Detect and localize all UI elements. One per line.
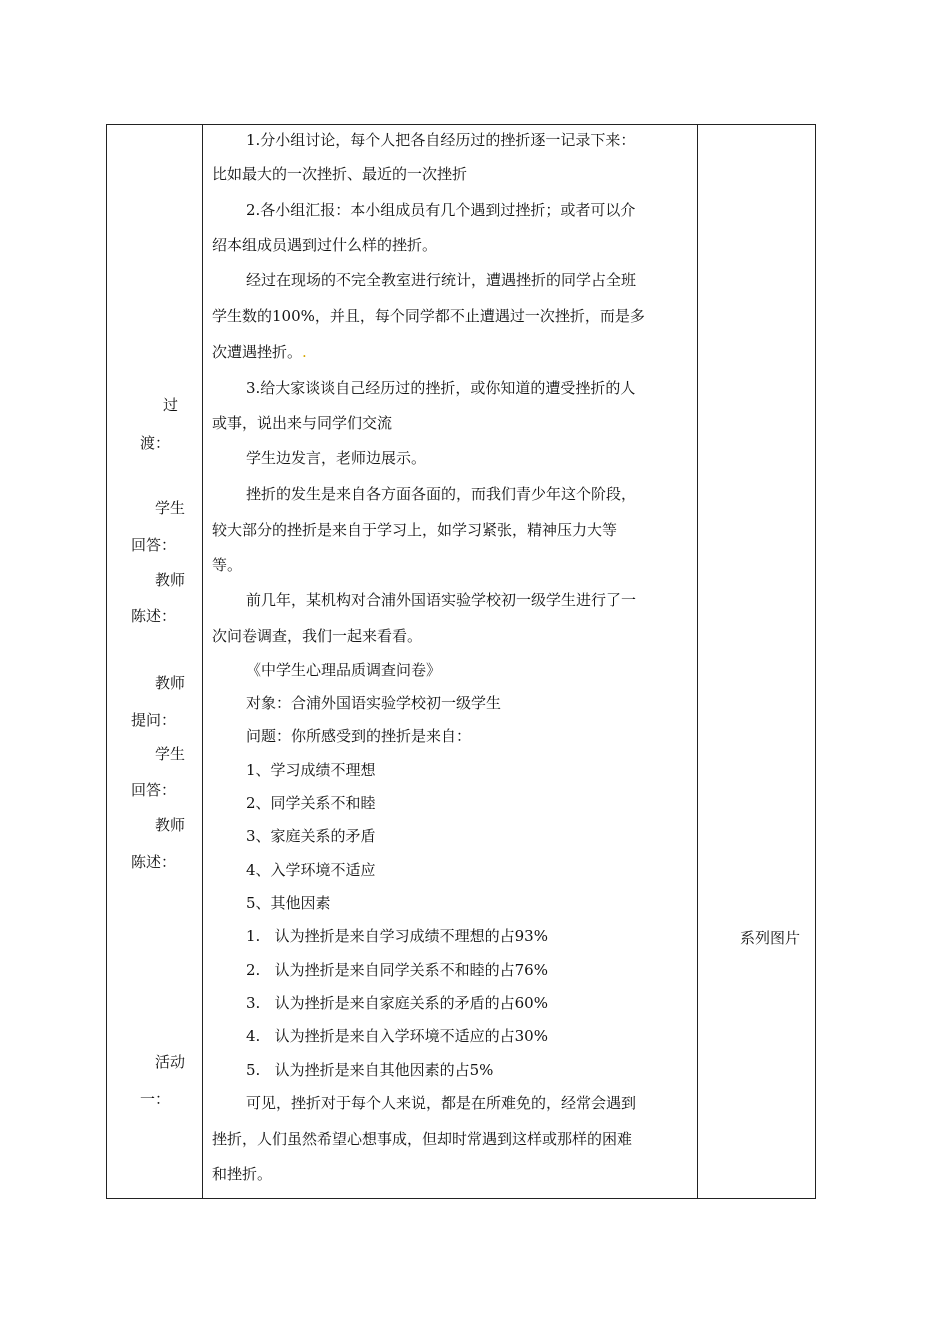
body-line: 4、入学环境不适应 bbox=[246, 861, 376, 879]
resource-label: 系列图片 bbox=[740, 929, 801, 947]
left-label: 活动 bbox=[155, 1053, 186, 1071]
body-line: 5. 认为挫折是来自其他因素的占5% bbox=[246, 1061, 494, 1079]
body-line: 1. 认为挫折是来自学习成绩不理想的占93% bbox=[246, 927, 548, 945]
left-label: 提问： bbox=[131, 711, 177, 729]
body-line: 问题：你所感受到的挫折是来自： bbox=[246, 727, 472, 745]
trailing-mark: . bbox=[302, 343, 307, 361]
left-label: 渡： bbox=[140, 434, 171, 452]
body-line: 比如最大的一次挫折、最近的一次挫折 bbox=[212, 165, 468, 183]
body-line: 《中学生心理品质调查问卷》 bbox=[246, 661, 442, 679]
table-bottom-border bbox=[106, 1198, 816, 1199]
body-line: 绍本组成员遇到过什么样的挫折。 bbox=[212, 236, 438, 254]
body-line: 1、学习成绩不理想 bbox=[246, 761, 376, 779]
body-line: 2.各小组汇报：本小组成员有几个遇到过挫折；或者可以介 bbox=[246, 201, 636, 219]
left-label: 陈述： bbox=[131, 607, 177, 625]
table-top-border bbox=[106, 124, 816, 125]
body-line: 5、其他因素 bbox=[246, 894, 331, 912]
body-line: 对象：合浦外国语实验学校初一级学生 bbox=[246, 694, 502, 712]
body-line: 2、同学关系不和睦 bbox=[246, 794, 376, 812]
body-line: 2. 认为挫折是来自同学关系不和睦的占76% bbox=[246, 961, 548, 979]
body-line: 可见，挫折对于每个人来说，都是在所难免的，经常会遇到 bbox=[246, 1094, 637, 1112]
table-right-border bbox=[815, 124, 816, 1199]
table-left-border bbox=[106, 124, 107, 1199]
body-line: 较大部分的挫折是来自于学习上，如学习紧张，精神压力大等 bbox=[212, 521, 618, 539]
body-line: 挫折，人们虽然希望心想事成，但却时常遇到这样或那样的困难 bbox=[212, 1130, 633, 1148]
left-label: 一： bbox=[140, 1090, 171, 1108]
body-line bbox=[212, 342, 307, 362]
left-label: 教师 bbox=[155, 674, 186, 692]
left-label: 学生 bbox=[155, 499, 186, 517]
body-line: 3.给大家谈谈自己经历过的挫折，或你知道的遭受挫折的人 bbox=[246, 379, 636, 397]
body-line: 和挫折。 bbox=[212, 1165, 273, 1183]
column-divider-2 bbox=[697, 124, 698, 1199]
body-line: 次问卷调查，我们一起来看看。 bbox=[212, 627, 423, 645]
body-line: 前几年，某机构对合浦外国语实验学校初一级学生进行了一 bbox=[246, 591, 637, 609]
body-line: 3、家庭关系的矛盾 bbox=[246, 827, 376, 845]
column-divider-1 bbox=[202, 124, 203, 1199]
body-line: 学生数的100%，并且，每个同学都不止遭遇过一次挫折，而是多 bbox=[212, 307, 645, 325]
left-label: 教师 bbox=[155, 816, 186, 834]
body-line-text: 次遭遇挫折。 bbox=[212, 343, 303, 361]
body-line: 1.分小组讨论，每个人把各自经历过的挫折逐一记录下来： bbox=[246, 131, 636, 149]
body-line: 学生边发言，老师边展示。 bbox=[246, 449, 427, 467]
left-label: 回答： bbox=[131, 536, 177, 554]
left-label: 回答： bbox=[131, 781, 177, 799]
left-label: 学生 bbox=[155, 745, 186, 763]
body-line: 3. 认为挫折是来自家庭关系的矛盾的占60% bbox=[246, 994, 548, 1012]
body-line: 或事，说出来与同学们交流 bbox=[212, 414, 393, 432]
body-line: 挫折的发生是来自各方面各面的，而我们青少年这个阶段， bbox=[246, 485, 637, 503]
left-label: 陈述： bbox=[131, 853, 177, 871]
left-label: 过 bbox=[163, 396, 179, 414]
body-line: 经过在现场的不完全教室进行统计，遭遇挫折的同学占全班 bbox=[246, 271, 637, 289]
left-label: 教师 bbox=[155, 571, 186, 589]
body-line: 4. 认为挫折是来自入学环境不适应的占30% bbox=[246, 1027, 548, 1045]
body-line: 等。 bbox=[212, 556, 243, 574]
